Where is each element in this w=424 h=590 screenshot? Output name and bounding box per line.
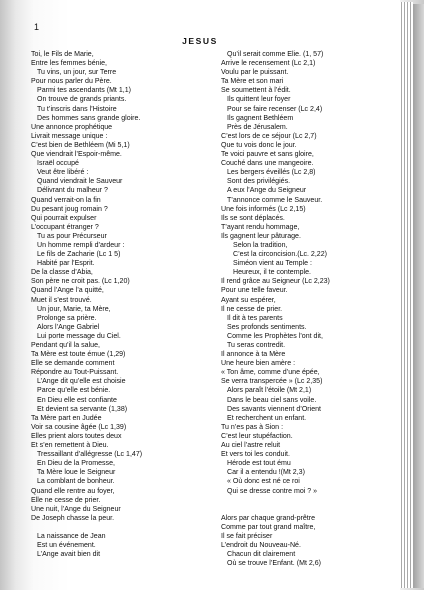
poem-line: T’annonce comme le Sauveur. — [227, 196, 323, 204]
poem-line: Près de Jérusalem. — [227, 123, 288, 131]
poem-line: A eux l’Ange du Seigneur — [227, 187, 307, 195]
poem-line: La comblant de bonheur. — [37, 478, 115, 486]
poem-line: Que tu vois donc le jour. — [221, 141, 297, 149]
poem-line: On trouve de grands priants. — [37, 96, 127, 104]
poem-line: L’endroit du Nouveau-Né. — [221, 542, 301, 550]
poem-line: Quand viendrait le Sauveur — [37, 178, 123, 186]
poem-line: Entre les femmes bénie, — [31, 60, 107, 68]
poem-line: La naissance de Jean — [37, 532, 106, 540]
poem-line: Parmi tes ascendants (Mt 1,1) — [37, 87, 131, 95]
poem-line — [221, 505, 397, 514]
page-title: JESUS — [182, 36, 218, 46]
poem-line: Dans le beau ciel sans voile. — [227, 396, 317, 404]
poem-line: Une nuit, l’Ange du Seigneur — [31, 505, 121, 513]
poem-line: Pour nous parler du Père. — [31, 78, 112, 86]
poem-line: Tu vins, un jour, sur Terre — [37, 69, 117, 77]
poem-line: Arrive le recensement (Lc 2,1) — [221, 60, 316, 68]
poem-line: Te voici pauvre et sans gloire, — [221, 151, 314, 159]
poem-line: Hérode est tout ému — [227, 460, 291, 468]
poem-line: Quand verrait-on la fin — [31, 196, 101, 204]
poem-line: Parce qu’elle est bénie. — [37, 387, 111, 395]
poem-line: Qui se dresse contre moi ? » — [227, 487, 318, 495]
poem-line: Et s’en remettent à Dieu. — [31, 442, 109, 450]
poem-line: Quand elle rentre au foyer, — [31, 487, 115, 495]
poem-line: Pendant qu’il la salue, — [31, 342, 100, 349]
poem-line: Elles prient alors toutes deux — [31, 432, 122, 440]
poem-line: Voir sa cousine âgée (Lc 1,39) — [31, 423, 127, 431]
poem-line: Ses profonds sentiments. — [227, 323, 307, 331]
poem-line: Se verra transpercée » (Lc 2,35) — [221, 378, 323, 386]
poem-line: Alors paraît l’étoile (Mt 2,1) — [227, 387, 312, 395]
poem-line: Ta Mère loue le Seigneur — [37, 469, 116, 477]
poem-line: Lui porte message du Ciel. — [37, 332, 121, 340]
poem-line: Qu’il serait comme Elie. (1, 57) — [227, 51, 324, 58]
poem-line: Ils gagnent Bethléem — [227, 114, 294, 122]
poem-line: Car il a entendu !(Mt 2,3) — [227, 469, 305, 477]
poem-line: Quand l’Ange l’a quitté, — [31, 287, 104, 295]
poem-line: Voulu par le puissant. — [221, 69, 289, 77]
poem-line: Et vers toi les conduit. — [221, 451, 290, 459]
poem-line: Se soumettent à l’édit. — [221, 87, 291, 95]
poem-line: Délivrant du malheur ? — [37, 187, 108, 195]
poem-line: Muet il s’est trouvé. — [31, 296, 92, 304]
poem-line: C’est la circoncision.(Lc. 2,22) — [233, 251, 327, 259]
poem-line: Ils quittent leur foyer — [227, 96, 291, 104]
poem-line: Couché dans une mangeoire. — [221, 160, 314, 168]
poem-line: C’est leur stupéfaction. — [221, 432, 293, 440]
poem-line: C’est bien de Bethléem (Mi 5,1) — [31, 141, 130, 149]
poem-line: Les bergers éveillés (Lc 2,8) — [227, 169, 316, 177]
poem-line: En Dieu elle est confiante — [37, 396, 117, 404]
poem-line: Tu seras contredit. — [227, 342, 286, 349]
poem-line: De la classe d’Abia, — [31, 269, 93, 277]
poem-line: Comme les Prophètes l’ont dit, — [227, 332, 323, 340]
poem-line: L’Ange dit qu’elle est choisie — [37, 378, 126, 386]
page-stack-edges — [398, 2, 413, 588]
poem-line: T’ayant rendu hommage, — [221, 223, 300, 231]
poem-line: Ta Mère est toute émue (1,29) — [31, 351, 126, 359]
poem-line: Livrait message unique : — [31, 132, 108, 140]
poem-line: Une annonce prophétique — [31, 123, 113, 131]
poem-line: Un homme rempli d’ardeur : — [37, 241, 125, 249]
poem-line: L’Ange avait bien dit — [37, 551, 101, 559]
page-edge-shadow — [412, 4, 424, 588]
poem-line: Il rend grâce au Seigneur (Lc 2,23) — [221, 278, 330, 286]
poem-line: Tressaillant d’allégresse (Lc 1,47) — [37, 451, 143, 459]
poem-line: C’est lors de ce séjour (Lc 2,7) — [221, 132, 317, 140]
poem-line: Et recherchent un enfant. — [227, 414, 307, 422]
poem-line: Au ciel l’astre reluit — [221, 442, 281, 450]
poem-line — [31, 523, 211, 532]
poem-line: Il se fait préciser — [221, 532, 273, 540]
left-column — [31, 50, 211, 559]
poem-line: Ayant su espérer, — [221, 296, 276, 304]
poem-line: Ta Mère part en Judée — [31, 414, 102, 422]
poem-line: Sont des privilégiés. — [227, 178, 291, 186]
poem-line: « Ton âme, comme d’une épée, — [221, 369, 320, 377]
poem-line: Tu as pour Précurseur — [37, 232, 107, 240]
poem-line: Veut être libéré : — [37, 169, 89, 177]
poem-line: Du pesant joug romain ? — [31, 205, 108, 213]
poem-line: Ils gagnent leur pâturage. — [221, 232, 301, 240]
poem-line: « Où donc est né ce roi — [227, 478, 300, 486]
poem-line: Qui pourrait expulser — [31, 214, 97, 222]
poem-line: Que viendrait l’Espoir-même. — [31, 151, 122, 159]
poem-line: Comme par tout grand maître, — [221, 523, 316, 531]
poem-line: Ta Mère et son mari — [221, 78, 284, 86]
poem-line: Chacun dit clairement — [227, 551, 296, 559]
poem-line: En Dieu de la Promesse, — [37, 460, 115, 468]
poem-line: Tu n’es pas à Sion : — [221, 423, 284, 431]
poem-line: Habité par l’Esprit. — [37, 260, 95, 268]
poem-line: Des savants viennent d’Orient — [227, 405, 322, 413]
poem-line: Une heure bien amère : — [221, 360, 296, 368]
poem-line: Ils se sont déplacés. — [221, 214, 285, 222]
poem-line: Il annonce à ta Mère — [221, 351, 286, 359]
poem-line: Selon la tradition, — [233, 241, 288, 249]
poem-line: Israël occupé — [37, 160, 79, 168]
poem-line — [221, 496, 397, 505]
right-column — [221, 50, 397, 568]
poem-line: Le fils de Zacharie (Lc 1 5) — [37, 251, 121, 259]
poem-line: Il dit à tes parents — [227, 314, 283, 322]
poem-line: Prolonge sa prière. — [37, 314, 97, 322]
poem-line: Une fois informés (Lc 2,15) — [221, 205, 306, 213]
poem-line: Elle ne cesse de prier. — [31, 496, 101, 504]
poem-line: Son père ne croit pas. (Lc 1,20) — [31, 278, 130, 286]
poem-line: Répondre au Tout-Puissant. — [31, 369, 119, 377]
page-number: 1 — [34, 22, 40, 32]
poem-line: Tu t’inscris dans l’Histoire — [37, 105, 117, 113]
poem-line: Il ne cesse de prier. — [221, 305, 283, 313]
poem-line: Pour une telle faveur. — [221, 287, 288, 295]
poem-line: Où se trouve l’Enfant. (Mt 2,6) — [227, 560, 321, 568]
poem-line: Alors par chaque grand-prêtre — [221, 514, 316, 522]
poem-line: Elle se demande comment — [31, 360, 115, 368]
poem-line: Siméon vient au Temple : — [233, 260, 312, 268]
poem-line: De Joseph chasse la peur. — [31, 514, 115, 522]
poem-line: Et devient sa servante (1,38) — [37, 405, 128, 413]
poem-line: Toi, le Fils de Marie, — [31, 51, 94, 58]
poem-line: Heureux, il te contemple. — [233, 269, 311, 277]
poem-line: Est un événement. — [37, 542, 96, 550]
poem-line: Pour se faire recenser (Lc 2,4) — [227, 105, 323, 113]
poem-line: Un jour, Marie, ta Mère, — [37, 305, 111, 313]
poem-line: Alors l’Ange Gabriel — [37, 323, 100, 331]
poem-line: L’occupant étranger ? — [31, 223, 99, 231]
poem-line: Des hommes sans grande gloire. — [37, 114, 141, 122]
